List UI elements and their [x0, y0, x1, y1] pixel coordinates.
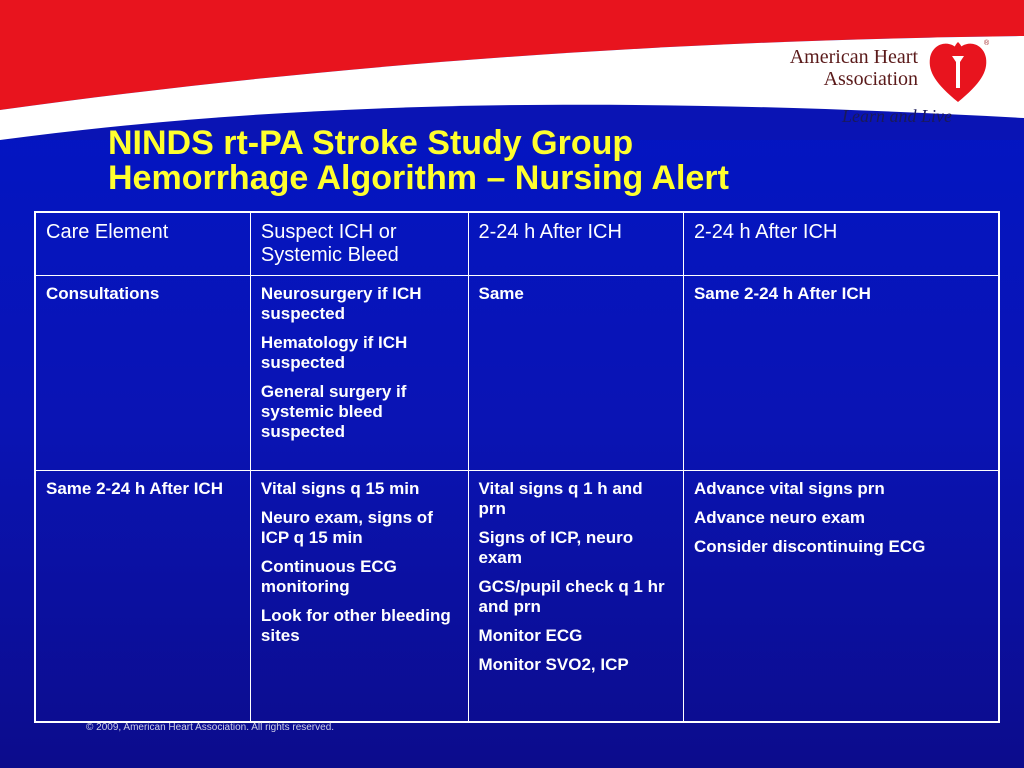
cell-item: Vital signs q 15 min	[260, 479, 420, 498]
copyright-notice: © 2009, American Heart Association. All rights reserved.	[86, 722, 335, 733]
cell-text: Consultations	[46, 284, 160, 303]
cell-care-element	[35, 471, 250, 723]
nursing-alert-table	[34, 211, 1000, 723]
cell-item: Monitor SVO2, ICP	[478, 655, 629, 674]
logo-tagline: Learn and Live	[842, 106, 952, 126]
header-after-ich-b: 2-24 h After ICH	[683, 212, 999, 276]
cell-item: Same 2-24 h After ICH	[693, 284, 871, 303]
cell-after-b	[683, 471, 999, 723]
logo-name-line2: Association	[823, 68, 918, 90]
cell-item: Consider discontinuing ECG	[693, 537, 926, 556]
cell-item: Hematology if ICH suspected	[260, 333, 408, 372]
cell-item: GCS/pupil check q 1 hr and prn	[478, 577, 665, 616]
table-row	[35, 276, 999, 471]
header-suspect-ich: Suspect ICH or Systemic Bleed	[250, 212, 468, 276]
cell-item: Advance vital signs prn	[693, 479, 885, 498]
logo-organization-name	[790, 46, 918, 90]
cell-after-b	[683, 276, 999, 471]
cell-text: Same 2-24 h After ICH	[46, 479, 223, 498]
title-line-2: Hemorrhage Algorithm – Nursing Alert	[108, 159, 729, 197]
heart-torch-icon	[926, 36, 990, 106]
logo-name-line1: American Heart	[789, 46, 918, 68]
cell-after-a	[468, 276, 683, 471]
cell-item: Neurosurgery if ICH suspected	[260, 284, 422, 323]
cell-item: Same	[478, 284, 524, 303]
cell-after-a	[468, 471, 683, 723]
registered-mark: ®	[984, 40, 990, 47]
cell-suspect	[250, 276, 468, 471]
cell-item: General surgery if systemic bleed suspected	[260, 382, 407, 441]
cell-item: Monitor ECG	[478, 626, 583, 645]
table-header-row	[35, 212, 999, 276]
table-row	[35, 471, 999, 723]
title-line-1: NINDS rt-PA Stroke Study Group	[108, 124, 634, 162]
cell-item: Continuous ECG monitoring	[260, 557, 397, 596]
cell-item: Signs of ICP, neuro exam	[478, 528, 634, 567]
cell-care-element	[35, 276, 250, 471]
slide-title	[108, 126, 928, 196]
header-after-ich-a: 2-24 h After ICH	[468, 212, 683, 276]
cell-suspect	[250, 471, 468, 723]
cell-item: Neuro exam, signs of ICP q 15 min	[260, 508, 433, 547]
aha-logo	[762, 34, 1002, 134]
cell-item: Advance neuro exam	[693, 508, 865, 527]
header-care-element: Care Element	[35, 212, 250, 276]
cell-item: Look for other bleeding sites	[260, 606, 451, 645]
cell-item: Vital signs q 1 h and prn	[478, 479, 643, 518]
